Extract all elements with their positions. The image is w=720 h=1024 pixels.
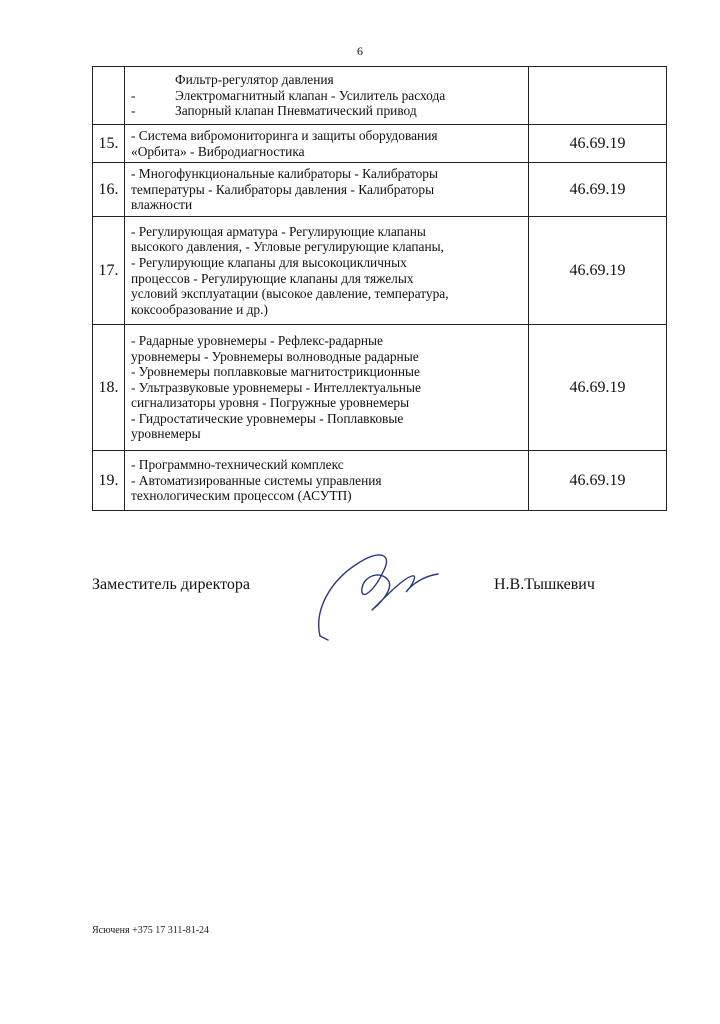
description-line: условий эксплуатации (высокое давление, температура, — [131, 286, 449, 302]
description-line: высокого давления, - Угловые регулирующие клапаны, — [131, 239, 444, 255]
page-number: 6 — [357, 44, 363, 58]
row-number-cell: 18. — [93, 325, 125, 451]
description-line: влажности — [131, 197, 193, 213]
code-cell — [529, 67, 667, 125]
continuation-line: - Запорный клапан Пневматический привод — [131, 103, 417, 119]
description-line: процессов - Регулирующие клапаны для тяжелых — [131, 270, 414, 286]
description-line: - Ультразвуковые уровнемеры - Интеллектуальные — [131, 379, 421, 395]
row-description-cell — [125, 325, 529, 451]
okved-code-cell: 46.69.19 — [529, 217, 667, 325]
continuation-line: - Электромагнитный клапан - Усилитель расхода — [131, 87, 446, 103]
description-line: температуры - Калибраторы давления - Калибраторы — [131, 181, 435, 197]
okved-code-cell: 46.69.19 — [529, 125, 667, 163]
description-line: уровнемеры — [131, 426, 201, 442]
description-line: - Программно-технический комплекс — [131, 457, 344, 473]
table-row — [93, 451, 667, 511]
continuation-line: Фильтр-регулятор давления — [175, 72, 334, 88]
description-line: - Гидростатические уровнемеры - Поплавковые — [131, 410, 404, 426]
handwritten-signature — [300, 540, 450, 660]
description-line: - Регулирующая арматура - Регулирующие клапаны — [131, 223, 426, 239]
products-table — [92, 66, 667, 511]
table-row — [93, 325, 667, 451]
okved-code-cell: 46.69.19 — [529, 325, 667, 451]
okved-code-cell: 46.69.19 — [529, 451, 667, 511]
table-row — [93, 163, 667, 217]
description-line: технологическим процессом (АСУТП) — [131, 488, 352, 504]
signer-name: Н.В.Тышкевич — [494, 576, 595, 593]
row-number-cell — [93, 67, 125, 125]
row-description-cell — [125, 125, 529, 163]
continuation-description-cell — [125, 67, 529, 125]
table-row-continuation — [93, 67, 667, 125]
description-line: сигнализаторы уровня - Погружные уровнемеры — [131, 395, 410, 411]
row-description-cell — [125, 217, 529, 325]
row-number-cell: 15. — [93, 125, 125, 163]
description-line: - Система вибромониторинга и защиты оборудования — [131, 127, 438, 143]
row-number-cell: 19. — [93, 451, 125, 511]
description-line: - Регулирующие клапаны для высокоцикличных — [131, 254, 407, 270]
row-description-cell — [125, 451, 529, 511]
description-line: - Уровнемеры поплавковые магнитострикционные — [131, 364, 420, 380]
okved-code-cell: 46.69.19 — [529, 163, 667, 217]
description-line: - Автоматизированные системы управления — [131, 472, 382, 488]
table-row — [93, 125, 667, 163]
signer-title: Заместитель директора — [92, 576, 251, 593]
description-line: - Многофункциональные калибраторы - Калибраторы — [131, 166, 439, 182]
row-description-cell — [125, 163, 529, 217]
row-number-cell: 17. — [93, 217, 125, 325]
products-table-body — [93, 67, 667, 511]
footer-contact-note: Ясюченя +375 17 311-81-24 — [92, 925, 210, 936]
row-number-cell: 16. — [93, 163, 125, 217]
table-row — [93, 217, 667, 325]
description-line: уровнемеры - Уровнемеры волноводные радарные — [131, 348, 419, 364]
description-line: коксообразование и др.) — [131, 301, 268, 317]
description-line: - Радарные уровнемеры - Рефлекс-радарные — [131, 332, 384, 348]
description-line: «Орбита» - Вибродиагностика — [131, 143, 305, 159]
